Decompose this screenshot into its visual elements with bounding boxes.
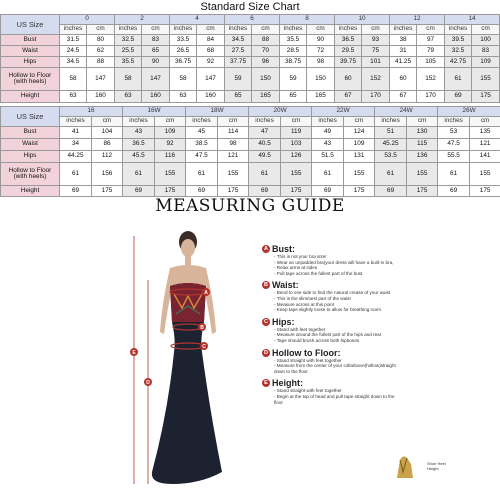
- cell-inches: 53.5: [375, 151, 407, 163]
- cell-inches: 38.75: [280, 57, 307, 68]
- shoe-heel-icon: [395, 452, 415, 480]
- cell-inches: 59: [280, 68, 307, 91]
- cell-inches: 25.5: [115, 46, 142, 57]
- cell-cm: 126: [281, 151, 312, 163]
- neck-shape: [185, 256, 191, 266]
- cell-inches: 69: [445, 91, 472, 103]
- measuring-guide-title: MEASURING GUIDE: [155, 196, 345, 216]
- cell-inches: 69: [186, 186, 218, 197]
- hollow-heading: Hollow to Floor:: [272, 347, 341, 358]
- cell-cm: 175: [218, 186, 249, 197]
- unit-cm: cm: [92, 117, 123, 127]
- cell-inches: 61: [445, 68, 472, 91]
- us-size-label: US Size: [1, 15, 60, 35]
- cell-inches: 32.5: [445, 46, 472, 57]
- cell-inches: 29.5: [335, 46, 362, 57]
- cell-cm: 70: [252, 46, 280, 57]
- cell-cm: 98: [218, 139, 249, 151]
- cell-cm: 121: [470, 139, 500, 151]
- size-6: 6: [225, 15, 280, 25]
- cell-cm: 175: [155, 186, 186, 197]
- cell-cm: 150: [307, 68, 335, 91]
- cell-cm: 115: [407, 139, 438, 151]
- cell-inches: 45: [186, 127, 218, 139]
- bust-row: [1, 35, 500, 46]
- hollow-label-line2: (with heels): [13, 78, 47, 85]
- cell-inches: 35.5: [280, 35, 307, 46]
- cell-inches: 45.25: [375, 139, 407, 151]
- cell-inches: 61: [312, 163, 344, 186]
- bust-label: Bust: [1, 35, 60, 46]
- hips-badge: C: [262, 318, 270, 326]
- cell-cm: 165: [252, 91, 280, 103]
- cell-cm: 130: [407, 127, 438, 139]
- cell-inches: 53: [438, 127, 470, 139]
- cell-cm: 155: [470, 163, 500, 186]
- unit-cm: cm: [142, 25, 170, 35]
- unit-inches: inches: [170, 25, 197, 35]
- unit-inches: inches: [335, 25, 362, 35]
- cell-cm: 160: [142, 91, 170, 103]
- cell-cm: 65: [142, 46, 170, 57]
- height-label: Height: [1, 91, 60, 103]
- cell-cm: 170: [417, 91, 445, 103]
- hollow-label-line1: Hollow to Floor: [8, 166, 52, 174]
- unit-inches: inches: [445, 25, 472, 35]
- unit-inches: inches: [438, 117, 470, 127]
- cell-cm: 147: [87, 68, 115, 91]
- cell-cm: 175: [472, 91, 500, 103]
- cell-inches: 40.5: [249, 139, 281, 151]
- guide-line: - Wear an unpadded bra(your dress will have a built-in bra,: [274, 259, 394, 265]
- size-2: 2: [115, 15, 170, 25]
- cell-cm: 109: [472, 57, 500, 68]
- guide-line: - This is the slimmest part of the waist: [274, 295, 351, 301]
- cell-inches: 69: [438, 186, 470, 197]
- waist-row: [1, 46, 500, 57]
- bust-label: Bust: [1, 127, 60, 139]
- unit-cm: cm: [155, 117, 186, 127]
- cell-cm: 141: [470, 151, 500, 163]
- marker-b-label: B: [200, 325, 204, 331]
- cell-cm: 105: [417, 57, 445, 68]
- guide-line: - Keep tape slightly loose to allow for breathing room: [274, 307, 381, 313]
- cell-inches: 61: [249, 163, 281, 186]
- cell-inches: 69: [60, 186, 92, 197]
- unit-inches: inches: [312, 117, 344, 127]
- guide-item-bust: [262, 245, 422, 276]
- cell-inches: 58: [115, 68, 142, 91]
- guide-item-hollow-to-floor: [262, 349, 422, 375]
- cell-cm: 88: [87, 57, 115, 68]
- cell-cm: 155: [281, 163, 312, 186]
- cell-cm: 104: [92, 127, 123, 139]
- cell-inches: 63: [60, 91, 87, 103]
- shoe-heel-caption: [427, 461, 446, 471]
- height-row: [1, 91, 500, 103]
- cell-inches: 55.5: [438, 151, 470, 163]
- cell-inches: 69: [312, 186, 344, 197]
- hollow-label-line2: (with heels): [13, 173, 47, 180]
- height-badge: E: [262, 379, 270, 387]
- cell-cm: 109: [155, 127, 186, 139]
- cell-inches: 36.75: [170, 57, 197, 68]
- guide-item-height: [262, 379, 422, 405]
- cell-cm: 155: [155, 163, 186, 186]
- cell-inches: 36.5: [335, 35, 362, 46]
- model-figure: [110, 222, 260, 498]
- cell-inches: 61: [438, 163, 470, 186]
- cell-cm: 101: [362, 57, 390, 68]
- guide-line: - Begin at the top of head and pull tape straight down to the: [274, 393, 395, 399]
- cell-cm: 84: [197, 35, 225, 46]
- cell-inches: 67: [335, 91, 362, 103]
- cell-inches: 43: [312, 139, 344, 151]
- cell-inches: 38.5: [186, 139, 218, 151]
- cell-cm: 112: [92, 151, 123, 163]
- cell-inches: 36.5: [123, 139, 155, 151]
- cell-inches: 42.75: [445, 57, 472, 68]
- unit-cm: cm: [344, 117, 375, 127]
- cell-cm: 155: [344, 163, 375, 186]
- cell-cm: 131: [344, 151, 375, 163]
- guide-line: - Measure across at this point: [274, 301, 335, 307]
- guide-line: - Stand with feet together: [274, 326, 326, 332]
- cell-cm: 80: [87, 35, 115, 46]
- cell-inches: 47.5: [186, 151, 218, 163]
- guide-item-hips: [262, 318, 422, 344]
- waist-row: [1, 139, 500, 151]
- size-16w: 16W: [123, 107, 186, 117]
- shoe-heel-shape: [397, 456, 413, 478]
- size-18w: 18W: [186, 107, 249, 117]
- guide-line: - Tape should brush across both hipbones: [274, 337, 360, 343]
- unit-cm: cm: [87, 25, 115, 35]
- cell-inches: 31: [390, 46, 417, 57]
- cell-cm: 124: [344, 127, 375, 139]
- cell-inches: 34.5: [60, 57, 87, 68]
- cell-inches: 34: [60, 139, 92, 151]
- cell-inches: 47.5: [438, 139, 470, 151]
- unit-inches: inches: [60, 25, 87, 35]
- cell-inches: 39.75: [335, 57, 362, 68]
- hollow-to-floor-row: [1, 163, 500, 186]
- cell-cm: 165: [307, 91, 335, 103]
- unit-inches: inches: [249, 117, 281, 127]
- cell-inches: 47: [249, 127, 281, 139]
- unit-cm: cm: [407, 117, 438, 127]
- unit-inches: inches: [60, 117, 92, 127]
- cell-cm: 88: [252, 35, 280, 46]
- size-4: 4: [170, 15, 225, 25]
- cell-inches: 63: [115, 91, 142, 103]
- waist-badge: B: [262, 281, 270, 289]
- cell-cm: 62: [87, 46, 115, 57]
- cell-cm: 103: [281, 139, 312, 151]
- size-chart-title: Standard Size Chart: [200, 1, 300, 13]
- head-shape: [181, 239, 195, 257]
- cell-inches: 27.5: [225, 46, 252, 57]
- unit-cm: cm: [307, 25, 335, 35]
- cell-cm: 83: [142, 35, 170, 46]
- cell-cm: 90: [307, 35, 335, 46]
- guide-line: - This is not your bra size!: [274, 254, 327, 259]
- cell-cm: 155: [407, 163, 438, 186]
- size-number-row: [1, 15, 500, 25]
- unit-inches: inches: [115, 25, 142, 35]
- waist-label: Waist: [1, 46, 60, 57]
- cell-cm: 147: [197, 68, 225, 91]
- hips-label: Hips: [1, 57, 60, 68]
- cell-inches: 61: [123, 163, 155, 186]
- cell-inches: 45.5: [123, 151, 155, 163]
- cell-cm: 155: [472, 68, 500, 91]
- cell-inches: 67: [390, 91, 417, 103]
- cell-cm: 75: [362, 46, 390, 57]
- size-14: 14: [445, 15, 500, 25]
- guide-line: - Relax arms at sides: [274, 265, 318, 271]
- cell-inches: 41.25: [390, 57, 417, 68]
- cell-cm: 175: [407, 186, 438, 197]
- cell-cm: 175: [344, 186, 375, 197]
- hips-row: [1, 57, 500, 68]
- cell-inches: 35.5: [115, 57, 142, 68]
- cell-cm: 68: [197, 46, 225, 57]
- cell-cm: 147: [142, 68, 170, 91]
- cell-cm: 175: [470, 186, 500, 197]
- cell-cm: 152: [362, 68, 390, 91]
- hollow-to-floor-label: [1, 68, 60, 91]
- guide-line: - Stand straight with feet together: [274, 388, 342, 394]
- cell-cm: 97: [417, 35, 445, 46]
- unit-cm: cm: [281, 117, 312, 127]
- cell-cm: 170: [362, 91, 390, 103]
- unit-row: [1, 117, 500, 127]
- cell-cm: 79: [417, 46, 445, 57]
- cell-cm: 109: [344, 139, 375, 151]
- unit-cm: cm: [472, 25, 500, 35]
- cell-inches: 26.5: [170, 46, 197, 57]
- us-size-label: US Size: [1, 107, 60, 127]
- marker-a-label: A: [204, 290, 208, 296]
- cell-cm: 160: [87, 91, 115, 103]
- cell-inches: 69: [249, 186, 281, 197]
- cell-cm: 136: [407, 151, 438, 163]
- cell-inches: 65: [280, 91, 307, 103]
- measuring-guide-legend: [262, 245, 422, 410]
- cell-inches: 32.5: [115, 35, 142, 46]
- cell-inches: 69: [375, 186, 407, 197]
- cell-cm: 116: [155, 151, 186, 163]
- hollow-to-floor-row: [1, 68, 500, 91]
- cell-cm: 90: [142, 57, 170, 68]
- guide-line: floor: [274, 399, 283, 405]
- cell-inches: 60: [390, 68, 417, 91]
- size-26w: 26W: [438, 107, 500, 117]
- cell-cm: 160: [197, 91, 225, 103]
- cell-cm: 119: [281, 127, 312, 139]
- height-row: [1, 186, 500, 197]
- cell-inches: 28.5: [280, 46, 307, 57]
- size-20w: 20W: [249, 107, 312, 117]
- cell-inches: 34.5: [225, 35, 252, 46]
- cell-inches: 61: [375, 163, 407, 186]
- unit-inches: inches: [225, 25, 252, 35]
- unit-cm: cm: [417, 25, 445, 35]
- hollow-badge: D: [262, 349, 270, 357]
- cell-inches: 51: [375, 127, 407, 139]
- size-0: 0: [60, 15, 115, 25]
- unit-inches: inches: [280, 25, 307, 35]
- cell-cm: 135: [470, 127, 500, 139]
- caption-line: Shoe Heel: [427, 461, 446, 466]
- waist-heading: Waist:: [272, 280, 299, 291]
- cell-cm: 100: [472, 35, 500, 46]
- height-heading: Height:: [272, 378, 303, 389]
- cell-cm: 155: [218, 163, 249, 186]
- cell-inches: 41: [60, 127, 92, 139]
- size-chart-table-standard: [0, 14, 500, 103]
- bust-heading: Bust:: [272, 244, 295, 254]
- waist-label: Waist: [1, 139, 60, 151]
- marker-c-label: C: [202, 344, 206, 350]
- size-10: 10: [335, 15, 390, 25]
- cell-inches: 60: [335, 68, 362, 91]
- cell-inches: 31.5: [60, 35, 87, 46]
- bust-row: [1, 127, 500, 139]
- unit-row: [1, 25, 500, 35]
- cell-cm: 93: [362, 35, 390, 46]
- size-12: 12: [390, 15, 445, 25]
- cell-inches: 58: [170, 68, 197, 91]
- size-24w: 24W: [375, 107, 438, 117]
- marker-e-label: E: [132, 350, 136, 356]
- cell-inches: 61: [60, 163, 92, 186]
- cell-inches: 43: [123, 127, 155, 139]
- cell-cm: 175: [281, 186, 312, 197]
- cell-cm: 98: [307, 57, 335, 68]
- cell-inches: 44.25: [60, 151, 92, 163]
- unit-cm: cm: [362, 25, 390, 35]
- unit-inches: inches: [186, 117, 218, 127]
- cell-cm: 150: [252, 68, 280, 91]
- cell-cm: 92: [155, 139, 186, 151]
- caption-line: Height: [427, 466, 439, 471]
- guide-line: - Bend to one side to find the natural crease of your waist: [274, 290, 391, 296]
- cell-inches: 69: [123, 186, 155, 197]
- cell-cm: 83: [472, 46, 500, 57]
- cell-cm: 92: [197, 57, 225, 68]
- cell-inches: 58: [60, 68, 87, 91]
- guide-item-waist: [262, 281, 422, 312]
- unit-cm: cm: [197, 25, 225, 35]
- unit-cm: cm: [218, 117, 249, 127]
- cell-inches: 39.5: [445, 35, 472, 46]
- cell-cm: 72: [307, 46, 335, 57]
- cell-inches: 63: [170, 91, 197, 103]
- guide-line: - Measure around the fullest part of the hips and rear: [274, 332, 382, 338]
- cell-inches: 49.5: [249, 151, 281, 163]
- cell-inches: 65: [225, 91, 252, 103]
- cell-cm: 114: [218, 127, 249, 139]
- cell-inches: 49: [312, 127, 344, 139]
- cell-inches: 38: [390, 35, 417, 46]
- size-chart-table-plus: [0, 106, 500, 197]
- guide-line: down to the floor: [274, 368, 308, 374]
- cell-cm: 86: [92, 139, 123, 151]
- cell-inches: 61: [186, 163, 218, 186]
- hips-row: [1, 151, 500, 163]
- size-number-row: [1, 107, 500, 117]
- hollow-label-line1: Hollow to Floor: [8, 71, 52, 79]
- guide-line: - Measure from the center of your collarbone(hollow)straight: [274, 363, 396, 369]
- unit-inches: inches: [390, 25, 417, 35]
- unit-inches: inches: [375, 117, 407, 127]
- cell-cm: 96: [252, 57, 280, 68]
- cell-inches: 59: [225, 68, 252, 91]
- bust-badge: A: [262, 245, 270, 253]
- cell-inches: 37.75: [225, 57, 252, 68]
- height-label: Height: [1, 186, 60, 197]
- cell-cm: 152: [417, 68, 445, 91]
- guide-line: - Pull tape across the fullest part of the bust: [274, 270, 363, 276]
- hollow-to-floor-label: [1, 163, 60, 186]
- guide-line: - Stand straight with feet together: [274, 357, 342, 363]
- cell-cm: 156: [92, 163, 123, 186]
- unit-cm: cm: [252, 25, 280, 35]
- unit-inches: inches: [123, 117, 155, 127]
- hips-label: Hips: [1, 151, 60, 163]
- cell-inches: 24.5: [60, 46, 87, 57]
- size-16: 16: [60, 107, 123, 117]
- size-8: 8: [280, 15, 335, 25]
- cell-cm: 121: [218, 151, 249, 163]
- hips-heading: Hips:: [272, 316, 295, 327]
- unit-cm: cm: [470, 117, 500, 127]
- cell-inches: 51.5: [312, 151, 344, 163]
- cell-cm: 175: [92, 186, 123, 197]
- size-22w: 22W: [312, 107, 375, 117]
- marker-d-label: D: [146, 380, 150, 386]
- cell-inches: 33.5: [170, 35, 197, 46]
